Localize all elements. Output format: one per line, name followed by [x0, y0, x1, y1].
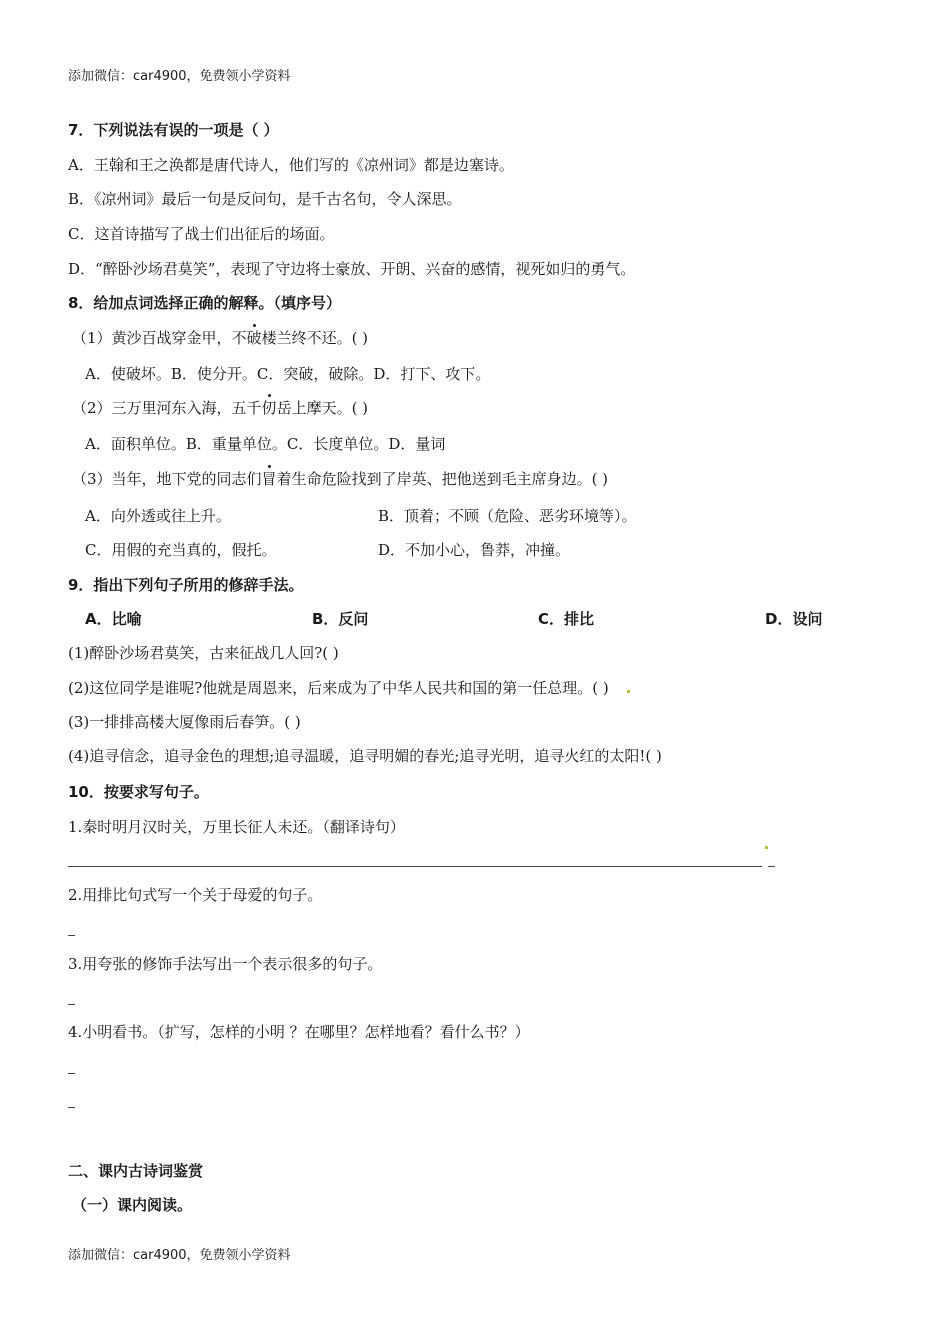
section-2-subtitle: （一）课内阅读。	[72, 1196, 193, 1214]
q9-item-4: (4)追寻信念，追寻金色的理想;追寻温暖，追寻明媚的春光;追寻光明，追寻火红的太阳!( )	[68, 747, 662, 765]
answer-line-end	[768, 866, 775, 867]
q8-item-1-options: A．使破坏。B．使分开。C．突破，破除。D．打下、攻下。	[85, 365, 491, 383]
q7-title: 7．下列说法有误的一项是（ ）	[68, 121, 279, 139]
page-header: 添加微信：car4900，免费领小学资料	[68, 69, 291, 84]
q9-item-2: (2)这位同学是谁呢?他就是周恩来，后来成为了中华人民共和国的第一任总理。( )	[68, 679, 609, 697]
q8-item-1-pre: （1）黄沙百战穿金甲，不	[72, 329, 247, 347]
q10-title: 10．按要求写句子。	[68, 783, 209, 801]
q10-item-1: 1.秦时明月汉时关，万里长征人未还。（翻译诗句）	[68, 818, 405, 836]
answer-mark	[68, 1107, 75, 1108]
q9-item-3: (3)一排排高楼大厦像雨后春笋。( )	[68, 713, 301, 731]
q9-choice-b: B．反问	[312, 610, 369, 628]
q10-item-2: 2.用排比句式写一个关于母爱的句子。	[68, 886, 323, 904]
q8-item-3-option-c: C．用假的充当真的，假托。	[85, 541, 277, 559]
q8-item-3	[72, 468, 608, 490]
q8-item-2-pre: （2）三万里河东入海，五千	[72, 399, 262, 417]
q8-item-2	[72, 397, 368, 419]
q8-item-2-post: 岳上摩天。( )	[276, 399, 369, 417]
scan-speck	[765, 846, 768, 849]
q7-option-d: D．“醉卧沙场君莫笑”，表现了守边将士豪放、开朗、兴奋的感情，视死如归的勇气。	[68, 260, 636, 278]
q8-item-3-pre: （3）当年，地下党的同志们	[72, 470, 262, 488]
q8-item-1-post: 楼兰终不还。( )	[261, 329, 369, 347]
q8-item-3-option-d: D．不加小心，鲁莽，冲撞。	[378, 541, 571, 559]
page-footer: 添加微信：car4900，免费领小学资料	[68, 1248, 291, 1263]
q8-item-3-dotted-word: 冒	[261, 470, 277, 488]
q10-item-4: 4.小明看书。（扩写，怎样的小明 ？在哪里？怎样地看？看什么书？）	[68, 1023, 530, 1041]
answer-mark	[68, 1004, 75, 1005]
q9-choice-a: A．比喻	[85, 610, 142, 628]
q7-option-b: B．《凉州词》最后一句是反问句，是千古名句，令人深思。	[68, 190, 462, 208]
scan-speck	[627, 690, 630, 693]
q9-item-1: (1)醉卧沙场君莫笑，古来征战几人回?( )	[68, 644, 339, 662]
q8-item-1	[72, 327, 368, 349]
answer-mark	[68, 1073, 75, 1074]
q8-item-2-dotted-word: 仞	[261, 399, 277, 417]
q8-title: 8．给加点词选择正确的解释。（填序号）	[68, 294, 341, 312]
q10-item-3: 3.用夸张的修饰手法写出一个表示很多的句子。	[68, 955, 383, 973]
q9-title: 9．指出下列句子所用的修辞手法。	[68, 576, 304, 594]
q9-choice-d: D．设问	[765, 610, 823, 628]
q8-item-2-options: A．面积单位。B．重量单位。C．长度单位。D．量词	[85, 435, 446, 453]
q9-choice-c: C．排比	[538, 610, 595, 628]
q7-option-c: C．这首诗描写了战士们出征后的场面。	[68, 225, 335, 243]
answer-mark	[68, 935, 75, 936]
answer-line	[68, 866, 762, 867]
q8-item-3-option-b: B．顶着；不顾（危险、恶劣环境等）。	[378, 507, 637, 525]
section-2-title: 二、课内古诗词鉴赏	[68, 1162, 204, 1180]
q7-option-a: A．王翰和王之涣都是唐代诗人，他们写的《凉州词》都是边塞诗。	[68, 156, 514, 174]
q8-item-1-dotted-word: 破	[246, 329, 262, 347]
q8-item-3-option-a: A．向外透或往上升。	[85, 507, 231, 525]
q8-item-3-post: 着生命危险找到了岸英、把他送到毛主席身边。( )	[276, 470, 609, 488]
